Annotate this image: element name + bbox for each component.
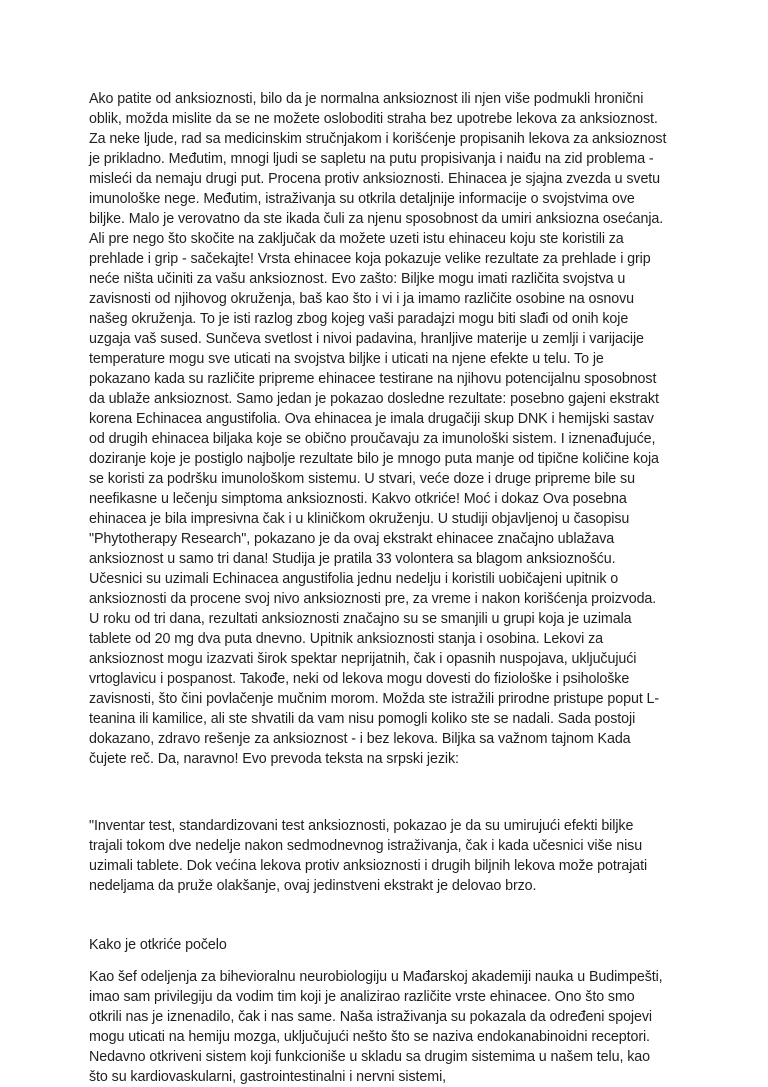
intro-paragraph: Ako patite od anksioznosti, bilo da je normalna anksioznost ili njen više podmukli hronični oblik, možda mislite da se ne možete osloboditi straha bez upotrebe lekova za anksioznost. Za neke ljude, rad sa medicinskim stručnjakom i korišćenje propisanih lekova za anksioznost je prikladno. Međutim, mnogi ljudi se sapletu na putu propisivanja i naiđu na zid problema - misleći da nemaju drugi put. Procena protiv anksioznosti. Ehinacea je sjajna zvezda u svetu imunološke nege. Međutim, istraživanja su otkrila detaljnije informacije o svojstvima ove biljke. Malo je verovatno da ste ikada čuli za njenu sposobnost da umiri anksiozna osećanja. Ali pre nego što skočite na zaključak da možete uzeti istu ehinaceu koju ste koristili za prehlade i grip - sačekajte! Vrsta ehinacee koja pokazuje velike rezultate za prehlade i grip neće ništa učiniti za vašu anksioznost. Evo zašto: Biljke mogu imati različita svojstva u zavisnosti od njihovog okruženja, baš kao što i vi i ja imamo različite osobine na osnovu našeg okruženja. To je isti razlog zbog kojeg vaši paradajzi mogu biti slađi od onih koje uzgaja vaš sused. Sunčeva svetlost i nivoi padavina, hranljive materije u zemlji i varijacije temperature mogu sve uticati na svojstva biljke i uticati na njene efekte u telu. To je pokazano kada su različite pripreme ehinacee testirane na njihovu potencijalnu sposobnost da ublaže anksioznost. Samo jedan je pokazao dosledne rezultate: posebno gajeni ekstrakt korena Echinacea angustifolia. Ova ehinacea je imala drugačiji skup DNK i hemijski sastav od drugih ehinacea biljaka koje se obično proučavaju za imunološki sistem. I iznenađujuće, doziranje koje je postiglo najbolje rezultate bilo je mnogo puta manje od tipične količine koja se koristi za podršku imunološkom sistemu. U stvari, veće doze i druge pripreme bile su neefikasne u lečenju simptoma anksioznosti. Kakvo otkriće! Moć i dokaz Ova posebna ehinacea je bila impresivna čak i u kliničkom okruženju. U studiji objavljenoj u časopisu "Phytotherapy Research", pokazano je da ovaj ekstrakt ehinacee značajno ublažava anksioznost u samo tri dana! Studija je pratila 33 volontera sa blagom anksioznošću. Učesnici su uzimali Echinacea angustifolia jednu nedelju i koristili uobičajeni upitnik o anksioznosti da procene svoj nivo anksioznosti pre, za vreme i nakon korišćenja proizvoda. U roku od tri dana, rezultati anksioznosti značajno su se smanjili u grupi koja je uzimala tablete od 20 mg dva puta dnevno. Upitnik anksioznosti stanja i osobina. Lekovi za anksioznost mogu izazvati širok spektar neprijatnih, čak i opasnih nuspojava, uključujući vrtoglavicu i pospanost. Takođe, neki od lekova mogu dovesti do fiziološke i psihološke zavisnosti, što čini povlačenje mučnim morom. Možda ste istražili prirodne pristupe poput L-teanina ili kamilice, ali ste shvatili da vam nisu pomogli koliko ste se nadali. Sada postoji dokazano, zdravo rešenje za anksioznost - i bez lekova. Biljka sa važnom tajnom Kada čujete reč. Da, naravno! Evo prevoda teksta na srpski jezik: xyxy=(89,91,667,767)
document-page xyxy=(89,89,667,1087)
quote-paragraph: "Inventar test, standardizovani test anksioznosti, pokazao je da su umirujući efekti biljke trajali tokom dve nedelje nakon sedmodnevnog istraživanja, čak i kada učesnici više nisu uzimali tablete. Dok većina lekova protiv anksioznosti i drugih biljnih lekova može potrajati nedeljama da pruže olakšanje, ovaj jedinstveni ekstrakt je delovao brzo. xyxy=(89,818,648,894)
section-heading: Kako je otkriće počelo xyxy=(89,937,227,953)
discovery-paragraph: Kao šef odeljenja za bihevioralnu neurobiologiju u Mađarskoj akademiji nauka u Budimpešti, imao sam privilegiju da vodim tim koji je analizirao različite vrste ehinacee. Ono što smo otkrili nas je iznenadilo, čak i nas same. Naša istraživanja su pokazala da određeni spojevi mogu uticati na hemiju mozga, uključujući nešto što se naziva endokanabinoidni receptori. Nedavno otkriveni sistem koji funkcioniše u skladu sa drugim sistemima u našem telu, kao što su kardiovaskularni, gastrointestinalni i nervni sistemi, xyxy=(89,969,663,1085)
